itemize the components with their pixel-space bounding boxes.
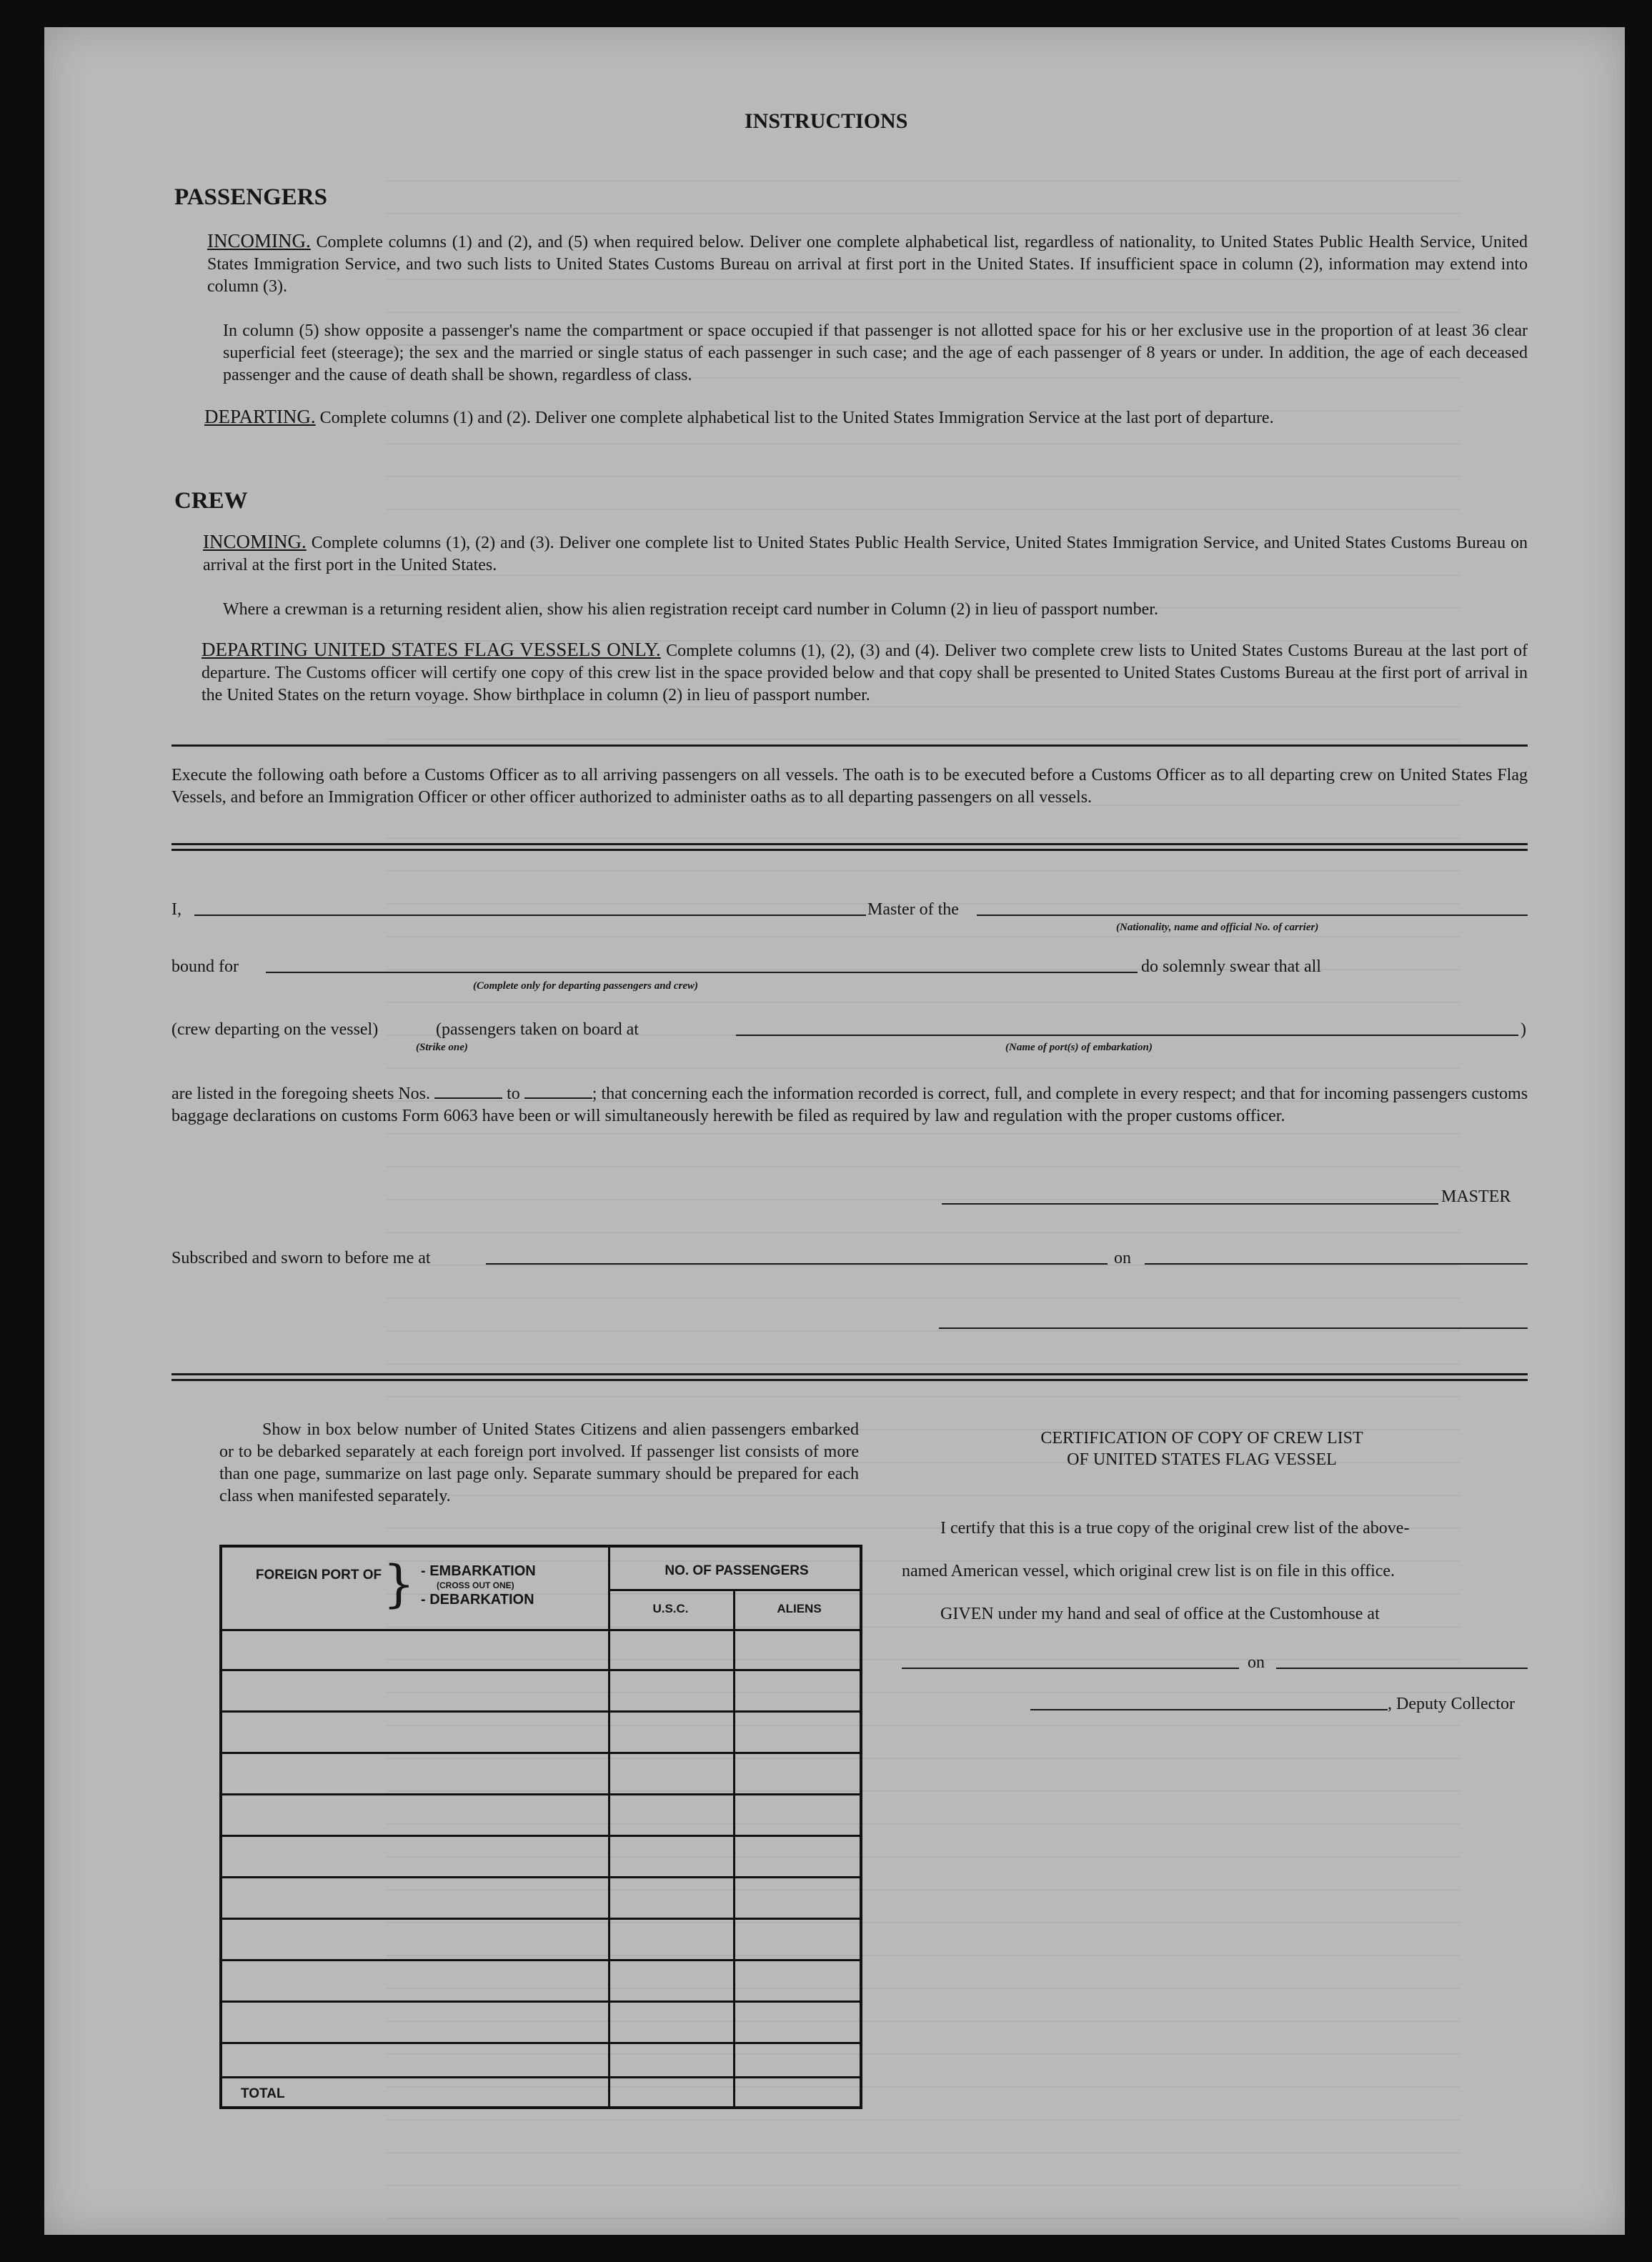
document-page (44, 27, 1625, 2235)
col-cross-out: (CROSS OUT ONE) (437, 1580, 514, 1590)
passengers-incoming-block (207, 230, 1528, 298)
oath-master-label: MASTER (1441, 1187, 1511, 1206)
crew-resident-text: Where a crewman is a returning resident alien, show his alien registration receipt card number in Column (2) in lieu of passport number. (223, 600, 1158, 619)
master-name-field[interactable] (194, 915, 866, 916)
col-aliens: ALIENS (777, 1602, 822, 1615)
table-row (222, 1876, 860, 1878)
sheet-from-field[interactable] (434, 1085, 502, 1099)
page-title: INSTRUCTIONS (745, 109, 908, 133)
certification-text-a: I certify that this is a true copy of the original crew list of the above- (940, 1519, 1410, 1538)
carrier-field[interactable] (977, 915, 1528, 916)
passengers-heading: PASSENGERS (174, 184, 327, 210)
embarkation-ports-field[interactable] (736, 1035, 1518, 1036)
sheet-to-field[interactable] (524, 1085, 592, 1099)
table-total-line (222, 2076, 860, 2078)
summary-divider-bottom (171, 1379, 1528, 1381)
table-row (222, 2042, 860, 2044)
passengers-departing-text: Complete columns (1) and (2). Deliver one complete alphabetical list to the United States Immigration Service at the last port of departure. (319, 409, 1274, 427)
bound-for-field[interactable] (266, 972, 1138, 973)
oath-passengers-taken: (passengers taken on board at (436, 1020, 639, 1039)
table-row (222, 1710, 860, 1713)
crew-heading: CREW (174, 488, 248, 514)
passengers-column5-text: In column (5) show opposite a passenger's name the compartment or space occupied if that passenger is not allotted space for his or her exclusive use in the proportion of at least 36 clear superficial feet (steerage); the sex and the married or single status of each passenger in such case; and the age of each passenger of 8 years or under. In addition, the age of each deceased passenger and the cause of death shall be shown, regardless of class. (223, 322, 1528, 384)
oath-i: I, (171, 900, 181, 919)
oath-divider-top (171, 843, 1528, 845)
brace-glyph: } (383, 1555, 415, 1613)
customhouse-field[interactable] (902, 1668, 1239, 1669)
table-subheader-line (608, 1589, 860, 1591)
summary-divider-top (171, 1373, 1528, 1375)
bound-note: (Complete only for departing passengers and crew) (473, 980, 698, 992)
passengers-departing-block (204, 406, 1528, 429)
subscribed-place-field[interactable] (486, 1263, 1108, 1265)
oath-listed-block (171, 1083, 1528, 1127)
section-divider (171, 744, 1528, 747)
table-total-label: TOTAL (241, 2086, 285, 2101)
crew-departing-block (201, 639, 1528, 707)
oath-swear: do solemnly swear that all (1141, 957, 1321, 976)
passengers-incoming-label: INCOMING. (207, 230, 311, 251)
oath-listed-a: are listed in the foregoing sheets Nos. (171, 1085, 431, 1103)
table-row (222, 1835, 860, 1837)
col-usc: U.S.C. (652, 1602, 689, 1615)
passengers-incoming-text: Complete columns (1) and (2), and (5) when required below. Deliver one complete alphabetical list, regardless of nationality, to United States Public Health Service, United States Immigration Service, and two such lists to United States Customs Bureau on arrival at first port in the United States. If insufficient space in column (2), information may extend into column (3). (207, 233, 1528, 296)
certification-title (952, 1428, 1452, 1470)
oath-bound-for: bound for (171, 957, 239, 976)
certification-title-line1: CERTIFICATION OF COPY OF CREW LIST (1040, 1429, 1363, 1448)
ports-note: (Name of port(s) of embarkation) (1005, 1042, 1153, 1053)
oath-divider-bottom (171, 849, 1528, 851)
carrier-note: (Nationality, name and official No. of carrier) (1116, 922, 1319, 933)
col-debarkation: - DEBARKATION (421, 1592, 534, 1608)
table-row (222, 1959, 860, 1961)
crew-departing-label: DEPARTING UNITED STATES FLAG VESSELS ONLY. (201, 639, 661, 660)
certification-text-b: named American vessel, which original crew list is on file in this office. (902, 1562, 1395, 1580)
col-embarkation: - EMBARKATION (421, 1563, 536, 1579)
certification-on: on (1248, 1653, 1265, 1672)
col-no-passengers: NO. OF PASSENGERS (665, 1563, 809, 1578)
table-header-line (222, 1629, 860, 1631)
crew-incoming-text: Complete columns (1), (2) and (3). Deliver one complete list to United States Public Health Service, United States Immigration Service, and United States Customs Bureau on arrival at the first port in the United States. (203, 534, 1528, 574)
subscribed-date-field[interactable] (1145, 1263, 1528, 1265)
crew-departing-text: Complete columns (1), (2), (3) and (4). Deliver two complete crew lists to United States Customs Bureau at the last port of departure. The Customs officer will certify one copy of this crew list in the space provided below and that copy shall be presented to United States Customs Bureau at the first port of arrival in the United States on the return voyage. Show birthplace in column (2) in lieu of passport number. (201, 642, 1528, 704)
certification-deputy: , Deputy Collector (1388, 1695, 1515, 1713)
crew-incoming-label: INCOMING. (203, 531, 307, 552)
deputy-signature-field[interactable] (1030, 1709, 1388, 1710)
oath-listed-to: to (507, 1085, 520, 1103)
oath-on: on (1114, 1249, 1131, 1267)
oath-close-paren: ) (1521, 1020, 1526, 1039)
oath-crew-departing: (crew departing on the vessel) (171, 1020, 379, 1039)
col-foreign-port: FOREIGN PORT OF (255, 1568, 382, 1583)
passengers-departing-label: DEPARTING. (204, 406, 316, 427)
officer-signature-field[interactable] (939, 1327, 1528, 1329)
crew-incoming-block (203, 531, 1528, 577)
summary-instructions: Show in box below number of United States Citizens and alien passengers embarked or to be debarked separately at each foreign port involved. If passenger list consists of more than one page, summarize on last page only. Separate summary should be prepared for each class when manifested separately. (219, 1420, 859, 1505)
passenger-summary-table (219, 1545, 862, 2109)
table-divider-usc (608, 1548, 610, 2106)
oath-intro: Execute the following oath before a Customs Officer as to all arriving passengers on all vessels. The oath is to be executed before a Customs Officer as to all departing crew on United States Flag Vessels, and before an Immigration Officer or other officer authorized to administer oaths as to all departing passengers on all vessels. (171, 766, 1528, 807)
oath-master-of-the: Master of the (867, 900, 959, 919)
table-row (222, 2001, 860, 2003)
oath-listed-b: ; that concerning each the information recorded is correct, full, and complete in every respect; and that for incoming passengers customs baggage declarations on customs Form 6063 have been or will simultaneously herewith be filed as required by law and regulation with the proper customs officer. (171, 1085, 1528, 1125)
table-row (222, 1793, 860, 1795)
table-divider-aliens (733, 1589, 735, 2106)
oath-subscribed: Subscribed and sworn to before me at (171, 1249, 431, 1267)
master-signature-field[interactable] (942, 1203, 1438, 1205)
certification-date-field[interactable] (1276, 1668, 1528, 1669)
certification-given: GIVEN under my hand and seal of office at the Customhouse at (940, 1605, 1380, 1623)
certification-title-line2: OF UNITED STATES FLAG VESSEL (1067, 1450, 1337, 1469)
table-row (222, 1752, 860, 1754)
strike-one-note: (Strike one) (416, 1042, 468, 1053)
table-row (222, 1669, 860, 1671)
table-row (222, 1918, 860, 1920)
